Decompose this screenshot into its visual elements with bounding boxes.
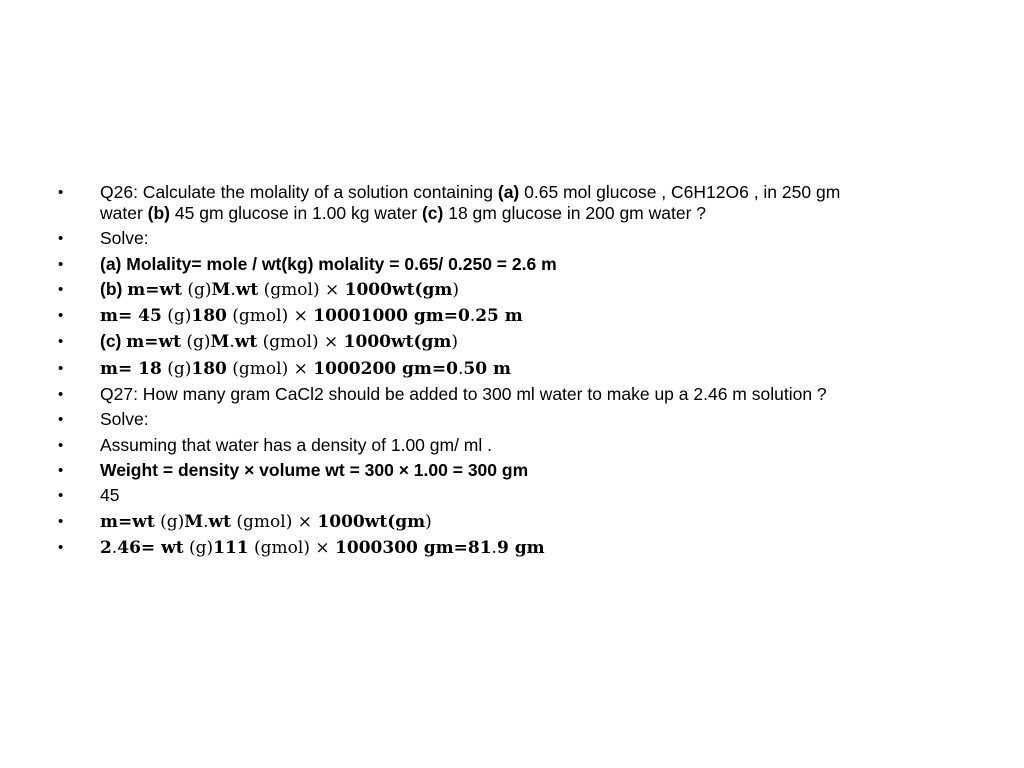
formula-part: . xyxy=(491,537,497,558)
bullet-marker: • xyxy=(58,538,64,556)
formula-part: 9 gm xyxy=(496,537,545,558)
bullet-marker: • xyxy=(58,436,64,454)
part-c-label: (c) xyxy=(421,203,444,223)
part-c-label: (c) xyxy=(100,331,127,352)
formula-part: = 18 xyxy=(118,358,162,379)
formula-part: (gm xyxy=(413,332,452,353)
formula-part: 180 xyxy=(191,358,227,379)
list-item xyxy=(58,331,938,353)
bullet-marker: • xyxy=(58,386,64,404)
formula-part: m xyxy=(100,358,118,379)
formula-part: (g) xyxy=(154,511,185,532)
solve-label: Solve: xyxy=(100,409,149,430)
formula-part: 1000200 gm xyxy=(313,358,432,379)
bullet-marker: • xyxy=(58,461,64,479)
weight-formula: Weight = density × volume wt = 300 × 1.00 = 300 gm xyxy=(100,459,529,480)
formula-part: . xyxy=(203,511,209,532)
part-b-label: (b) xyxy=(147,203,171,223)
list-item xyxy=(58,358,938,380)
formula-part: =0 xyxy=(443,306,470,327)
formula-part: 50 m xyxy=(463,358,511,379)
formula-part: ) × xyxy=(312,279,345,300)
formula-part: (g) xyxy=(183,537,214,558)
formula-part: 1000wt xyxy=(343,332,414,353)
formula-part: (gmol xyxy=(248,537,304,558)
formula-part: . xyxy=(457,358,464,379)
formula-part: = 45 xyxy=(118,306,162,327)
formula-part: ) xyxy=(425,511,432,532)
formula-part: 1000wt xyxy=(344,279,415,300)
formula-part: (gmol xyxy=(226,306,282,327)
list-item xyxy=(58,537,938,559)
formula-part: m=wt xyxy=(127,279,182,300)
part-a-text: 0.65 mol glucose , C6H12O6 , in 250 gm xyxy=(519,182,841,202)
assumption-text: Assuming that water has a density of 1.00 gm/ ml . xyxy=(100,434,492,455)
formula-part: . xyxy=(469,306,476,327)
formula-part: m xyxy=(100,306,118,327)
formula-part: (gmol xyxy=(257,332,312,353)
line2-start: water xyxy=(100,203,148,223)
formula-part: (gmol xyxy=(258,279,313,300)
formula-part: (g) xyxy=(181,279,212,300)
bullet-marker: • xyxy=(58,359,64,377)
formula-part: M xyxy=(184,511,204,532)
list-item xyxy=(58,182,938,224)
formula-part: wt xyxy=(234,332,258,353)
part-c-text: 18 gm glucose in 200 gm water ? xyxy=(443,203,707,223)
formula-part: ) × xyxy=(281,306,314,327)
list-item xyxy=(58,409,938,430)
bullet-marker: • xyxy=(58,411,64,429)
formula-part: (gmol xyxy=(226,358,282,379)
formula-part: wt xyxy=(208,511,232,532)
bullet-marker: • xyxy=(58,230,64,248)
part-a-label: (a) xyxy=(497,182,520,202)
formula-part: ) xyxy=(452,279,460,300)
formula-part: ) × xyxy=(281,358,314,379)
part-b-text: 45 gm glucose in 1.00 kg water xyxy=(170,203,422,223)
formula-part: 2 xyxy=(100,537,112,558)
formula-part: (gmol xyxy=(231,511,286,532)
formula-part: (g) xyxy=(180,332,211,353)
list-item xyxy=(58,485,938,506)
formula-part: wt xyxy=(235,279,259,300)
bullet-marker: • xyxy=(58,307,64,325)
list-item xyxy=(58,305,938,327)
formula-part: ) xyxy=(451,332,459,353)
formula-part: =0 xyxy=(431,358,458,379)
formula-part: m=wt xyxy=(126,332,181,353)
formula-part: 1000300 gm xyxy=(335,537,454,558)
solve-label: Solve: xyxy=(100,228,149,249)
list-item xyxy=(58,511,938,533)
formula-part: . xyxy=(229,332,235,353)
list-item xyxy=(58,254,938,275)
formula-part: 111 xyxy=(213,537,249,558)
q26-second-line xyxy=(100,203,938,224)
formula-part: ) × xyxy=(303,537,336,558)
formula-part: 180 xyxy=(191,306,227,327)
q26-prefix: Q26: Calculate the molality of a solution containing xyxy=(100,182,498,202)
list-item xyxy=(58,384,938,405)
bullet-marker: • xyxy=(58,512,64,530)
bullet-marker: • xyxy=(58,487,64,505)
formula-part: 46 xyxy=(117,537,141,558)
formula-part: = wt xyxy=(140,537,184,558)
formula-part: 10001000 gm xyxy=(313,306,444,327)
formula-part: =81 xyxy=(453,537,492,558)
list-item xyxy=(58,435,938,456)
formula-part: M xyxy=(210,332,230,353)
formula-part: . xyxy=(230,279,236,300)
bullet-list xyxy=(58,182,938,563)
formula-part: 1000wt xyxy=(317,511,388,532)
formula-part: . xyxy=(111,537,118,558)
formula-part: (g) xyxy=(161,306,192,327)
list-item xyxy=(58,228,938,249)
q27-text: Q27: How many gram CaCl2 should be added to 300 ml water to make up a 2.46 m solution ? xyxy=(100,384,827,405)
list-item xyxy=(58,279,938,301)
formula-part: 25 m xyxy=(475,306,523,327)
bullet-marker: • xyxy=(58,184,64,201)
list-item xyxy=(58,460,938,481)
formula-part: m=wt xyxy=(100,511,155,532)
formula-part: M xyxy=(211,279,231,300)
formula-part: (gm xyxy=(387,511,426,532)
formula-part: (g) xyxy=(161,358,192,379)
number-text: 45 xyxy=(100,485,120,506)
formula-part: ) × xyxy=(311,332,344,353)
part-b-label: (b) xyxy=(100,278,128,299)
formula-part: (gm xyxy=(414,279,453,300)
bullet-marker: • xyxy=(58,333,64,351)
answer-a: (a) Molality= mole / wt(kg) molality = 0.65/ 0.250 = 2.6 m xyxy=(100,253,557,274)
bullet-marker: • xyxy=(58,280,64,298)
bullet-marker: • xyxy=(58,255,64,273)
formula-part: ) × xyxy=(285,511,318,532)
